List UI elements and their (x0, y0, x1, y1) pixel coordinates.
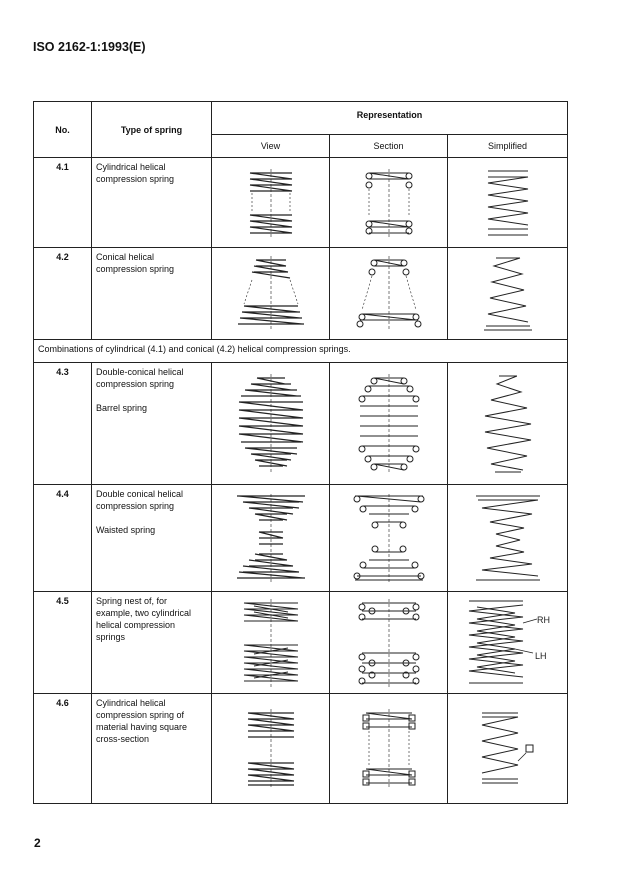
table-row (34, 694, 568, 804)
spring-nest-section-figure (330, 592, 448, 694)
row-description: Double-conical helical compression spring Barrel spring (92, 363, 212, 485)
header-view: View (212, 135, 330, 158)
row-number: 4.4 (34, 485, 92, 592)
square-wire-view-figure (212, 694, 330, 804)
document-header: ISO 2162-1:1993(E) (33, 40, 146, 54)
barrel-simplified-figure (448, 363, 568, 485)
row-description: Cylindrical helical compression spring of material having square cross-section (92, 694, 212, 804)
table-row (34, 485, 568, 592)
waisted-view-figure (212, 485, 330, 592)
row-number: 4.3 (34, 363, 92, 485)
row-number: 4.1 (34, 158, 92, 248)
header-representation: Representation (212, 102, 568, 135)
row-description: Spring nest of, for example, two cylindrical helical compression springs (92, 592, 212, 694)
table-row (34, 158, 568, 248)
row-number: 4.5 (34, 592, 92, 694)
table-row (34, 363, 568, 485)
cylindrical-simplified-figure (448, 158, 568, 248)
rh-label: RH (536, 614, 550, 625)
square-wire-section-figure (330, 694, 448, 804)
barrel-view-figure (212, 363, 330, 485)
row-description: Double conical helical compression spring Waisted spring (92, 485, 212, 592)
table-row (34, 248, 568, 340)
cylindrical-section-figure (330, 158, 448, 248)
header-section: Section (330, 135, 448, 158)
square-wire-simplified-figure (448, 694, 568, 804)
waisted-simplified-figure (448, 485, 568, 592)
cylindrical-view-figure (212, 158, 330, 248)
spring-representation-table (33, 101, 568, 804)
header-type: Type of spring (92, 102, 212, 158)
spring-nest-simplified-figure (448, 592, 568, 694)
conical-section-figure (330, 248, 448, 340)
header-no: No. (34, 102, 92, 158)
row-number: 4.2 (34, 248, 92, 340)
header-simplified: Simplified (448, 135, 568, 158)
page-number: 2 (34, 836, 41, 850)
table-row (34, 340, 568, 363)
row-description: Cylindrical helical compression spring (92, 158, 212, 248)
lh-label: LH (534, 650, 547, 661)
barrel-section-figure (330, 363, 448, 485)
conical-view-figure (212, 248, 330, 340)
combination-note: Combinations of cylindrical (4.1) and conical (4.2) helical compression springs. (34, 340, 568, 363)
row-description: Conical helical compression spring (92, 248, 212, 340)
square-section-icon (526, 745, 533, 752)
conical-simplified-figure (448, 248, 568, 340)
spring-nest-view-figure (212, 592, 330, 694)
table-row (34, 592, 568, 694)
row-number: 4.6 (34, 694, 92, 804)
waisted-section-figure (330, 485, 448, 592)
